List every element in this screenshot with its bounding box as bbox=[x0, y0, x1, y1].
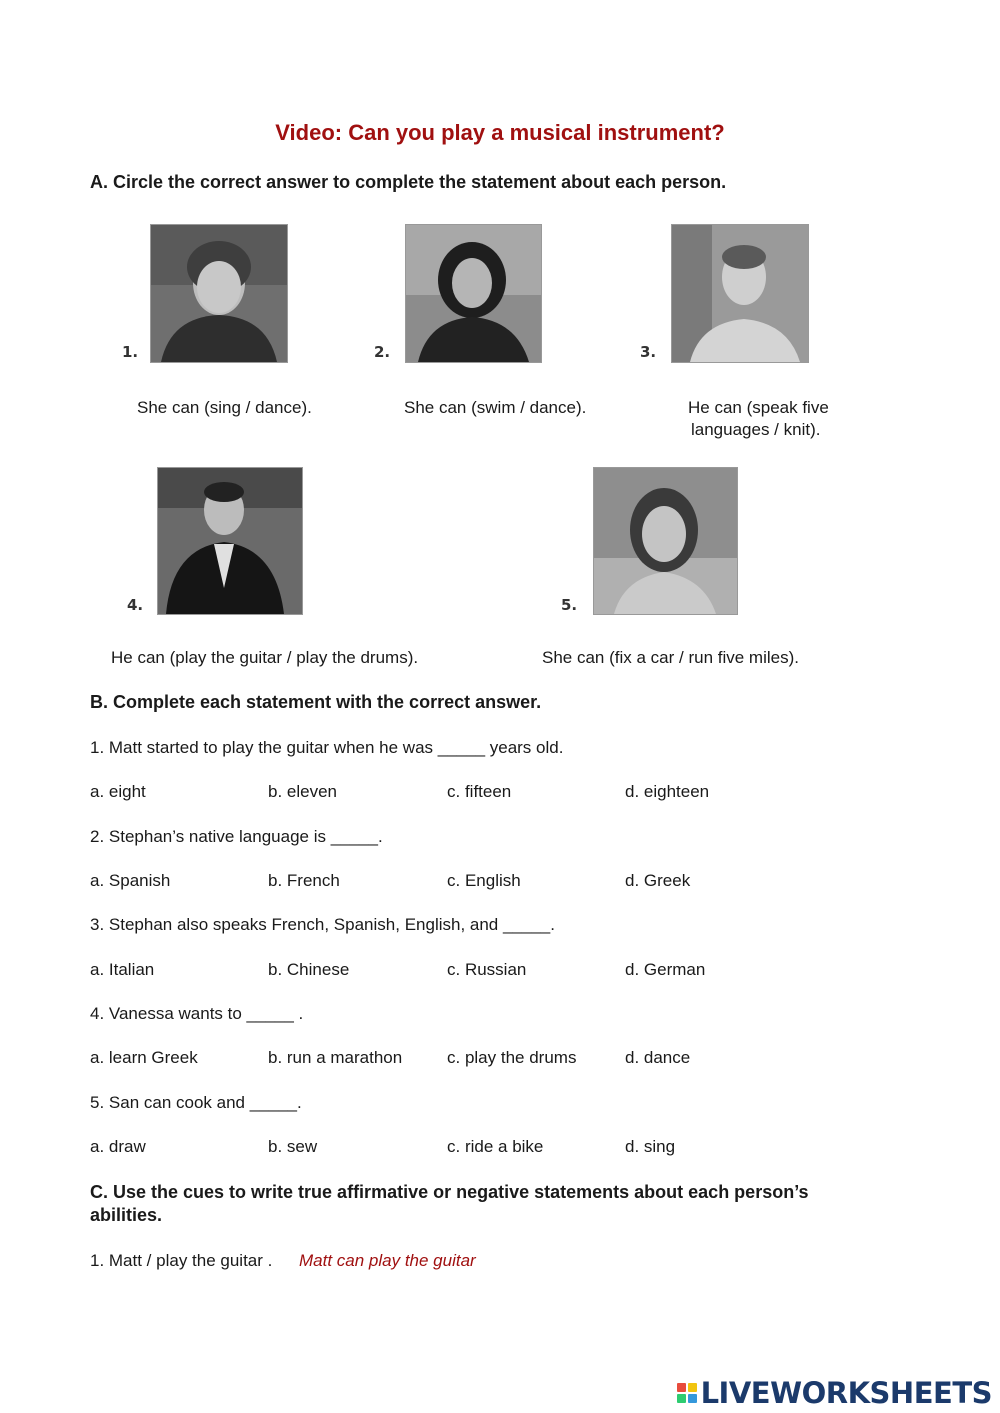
person-4-number: 4. bbox=[127, 596, 144, 614]
person-3-photo bbox=[671, 224, 809, 363]
person-1-image bbox=[151, 225, 287, 362]
person-5-number: 5. bbox=[561, 596, 578, 614]
person-1-number: 1. bbox=[122, 343, 139, 361]
person-4-statement: He can (play the guitar / play the drums). bbox=[111, 648, 419, 667]
section-c-heading-line2: abilities. bbox=[90, 1205, 163, 1225]
question-5-option-b[interactable]: b. sew bbox=[268, 1137, 318, 1156]
question-5-option-d[interactable]: d. sing bbox=[625, 1137, 676, 1156]
person-1-photo bbox=[150, 224, 288, 363]
question-4-option-b[interactable]: b. run a marathon bbox=[268, 1048, 403, 1067]
section-c-heading-line1: C. Use the cues to write true affirmative or negative statements about each person’s bbox=[90, 1182, 809, 1202]
question-3-option-b[interactable]: b. Chinese bbox=[268, 960, 350, 979]
question-2-option-b[interactable]: b. French bbox=[268, 871, 340, 890]
question-1-option-b[interactable]: b. eleven bbox=[268, 782, 337, 801]
question-3-option-a[interactable]: a. Italian bbox=[90, 960, 155, 979]
question-3-text: 3. Stephan also speaks French, Spanish, English, and _____. bbox=[90, 915, 555, 934]
person-3-image bbox=[672, 225, 808, 362]
logo-text: LIVEWORKSHEETS bbox=[700, 1376, 992, 1410]
question-2-option-a[interactable]: a. Spanish bbox=[90, 871, 171, 890]
cue-1-answer[interactable]: Matt can play the guitar bbox=[299, 1251, 476, 1270]
question-4-option-d[interactable]: d. dance bbox=[625, 1048, 691, 1067]
question-4-option-c[interactable]: c. play the drums bbox=[447, 1048, 577, 1067]
section-b-heading: B. Complete each statement with the correct answer. bbox=[90, 692, 542, 712]
question-2-text: 2. Stephan’s native language is _____. bbox=[90, 827, 383, 846]
person-4-image bbox=[158, 468, 302, 614]
question-4-option-a[interactable]: a. learn Greek bbox=[90, 1048, 198, 1067]
person-4-photo bbox=[157, 467, 303, 615]
person-3-statement-line2: languages / knit). bbox=[691, 420, 821, 439]
question-2-option-c[interactable]: c. English bbox=[447, 871, 521, 890]
person-3-number: 3. bbox=[640, 343, 657, 361]
question-5-text: 5. San can cook and _____. bbox=[90, 1093, 302, 1112]
question-5-option-a[interactable]: a. draw bbox=[90, 1137, 146, 1156]
person-5-photo bbox=[593, 467, 738, 615]
person-5-image bbox=[594, 468, 737, 614]
question-3-option-c[interactable]: c. Russian bbox=[447, 960, 527, 979]
cue-1-text: 1. Matt / play the guitar . bbox=[90, 1251, 273, 1270]
question-1-option-c[interactable]: c. fifteen bbox=[447, 782, 512, 801]
liveworksheets-logo bbox=[677, 1376, 992, 1410]
page-title: Video: Can you play a musical instrument? bbox=[275, 120, 725, 145]
person-1-statement: She can (sing / dance). bbox=[137, 398, 312, 417]
question-4-text: 4. Vanessa wants to _____ . bbox=[90, 1004, 304, 1023]
person-3-statement-line1: He can (speak five bbox=[688, 398, 829, 417]
question-5-option-c[interactable]: c. ride a bike bbox=[447, 1137, 544, 1156]
logo-mark-icon bbox=[677, 1383, 697, 1403]
person-2-statement: She can (swim / dance). bbox=[404, 398, 587, 417]
person-2-number: 2. bbox=[374, 343, 391, 361]
question-2-option-d[interactable]: d. Greek bbox=[625, 871, 691, 890]
person-2-image bbox=[406, 225, 541, 362]
question-1-text: 1. Matt started to play the guitar when he was _____ years old. bbox=[90, 738, 564, 757]
person-2-photo bbox=[405, 224, 542, 363]
person-5-statement: She can (fix a car / run five miles). bbox=[542, 648, 799, 667]
question-1-option-d[interactable]: d. eighteen bbox=[625, 782, 710, 801]
question-3-option-d[interactable]: d. German bbox=[625, 960, 706, 979]
section-a-heading: A. Circle the correct answer to complete the statement about each person. bbox=[90, 172, 727, 192]
question-1-option-a[interactable]: a. eight bbox=[90, 782, 146, 801]
